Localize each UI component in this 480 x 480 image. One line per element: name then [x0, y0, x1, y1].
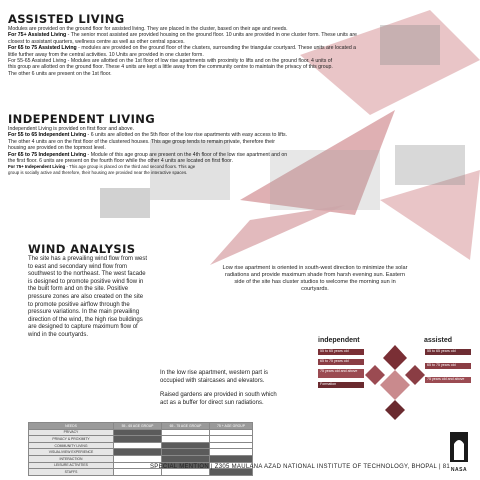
assisted-para-0: Modules are provided on the ground floor for assisted living. They are placed in the cluster, based on their age and needs. [8, 26, 288, 32]
caption-orientation: Low rise apartment is oriented in south-west direction to minimize the solar radiations and provide maximum shade from harsh evening sun. Eastern side of the site has cluster studios to welcome the morning sun in courtyards. [222, 265, 408, 292]
independent-living-title: INDEPENDENT LIVING [8, 112, 156, 126]
independent-para-3: For 75+ Independent Living - This age group is placed on the third and second floors. This age group is socially active and therefore, their housing are provided near the interactive spaces. [8, 164, 196, 175]
independent-para-1: For 55 to 65 Independent Living - 6 units are allotted on the 5th floor of the low rise apartments with easy access to lifts. The other 4 units are on the first floor of the clustered houses. This age group tends to remain private, therefore their housing are provided on the topmost level. [8, 132, 288, 152]
needs-row-label: VISUAL/VIEW EXPERIENCE [29, 449, 114, 456]
wind-analysis-text: The site has a prevailing wind flow from west to east and secondary wind flow from southwest to the northeast. The west facade is designed to promote positive wind flow in the built form and on the site. Positive pressure zones are also created on the site to promote positive airflow through the pressure variations. In the main prevailing direction of the wind, the high rise buildings are designed to capture maximum flow of wind in the courtyards. [28, 256, 148, 338]
independent-para-2: For 65 to 75 Independent Living - Module of this age group are present on the 4th floor of the low rise apartment and on the first floor. 6 units are present on the fourth floor while the other 4 units are located on first floor. [8, 151, 288, 165]
table-row [29, 449, 253, 456]
needs-header-cell: 55 - 65 AGE GROUP [114, 423, 162, 430]
assisted-para-2: For 65 to 75 Assisted Living - modules are provided on the ground floor of the clusters, surrounding the triangular courtyard. These units are located a little further away from the central activities. 10 Units are provided in one cluster form. [8, 45, 357, 58]
nasa-logo-text: NASA [450, 467, 468, 473]
table-row [29, 436, 253, 443]
legend-independent-item: 55 to 65 years old [318, 349, 364, 355]
needs-row-label: COMMUNITY LIVING [29, 442, 114, 449]
legend-independent-title: independent [318, 337, 360, 344]
legend-independent-item: 65 to 75 years old [318, 359, 364, 365]
needs-row-label: PRIVACY & PROXIMITY [29, 436, 114, 443]
cluster-block [365, 365, 385, 385]
needs-table-header [29, 423, 253, 430]
needs-row-label: LEISURE ACTIVITIES [29, 462, 114, 469]
legend-independent-list [318, 349, 364, 388]
assisted-para-1: For 75+ Assisted Living - The senior most assisted are provided housing on the ground floor. 10 units are provided in one cluster form. These units are closest to assistant quarters, wellness centre as well as other central spaces. [8, 32, 357, 45]
table-row [29, 429, 253, 436]
needs-row-label: PRIVACY [29, 429, 114, 436]
cluster-block [385, 400, 405, 420]
cluster-block [383, 345, 407, 370]
legend-assisted-item: 75 years old and above [425, 377, 471, 383]
needs-header-cell: NEEDS [29, 423, 114, 430]
render-site-model [100, 188, 150, 218]
table-row [29, 455, 253, 462]
footer-text: SPECIAL MENTION | Z305 MAULANA AZAD NATIONAL INSTITUTE OF TECHNOLOGY, BHOPAL | 81 [150, 464, 451, 470]
caption-western: In the low rise apartment, western part is occupied with staircases and elevators. [160, 370, 269, 384]
render-building-right [395, 145, 465, 185]
assisted-living-text [8, 26, 360, 77]
needs-header-cell: 75 + AGE GROUP [210, 423, 253, 430]
legend-assisted-title: assisted [424, 337, 453, 344]
table-row [29, 442, 253, 449]
legend-assisted-item: 55 to 65 years old [425, 349, 471, 355]
legend-assisted-item: 65 to 75 years old [425, 363, 471, 369]
nasa-logo [450, 432, 468, 472]
assisted-living-title: ASSISTED LIVING [8, 12, 125, 26]
needs-header-cell: 65 - 75 AGE GROUP [162, 423, 210, 430]
needs-row-label: STAFFS [29, 469, 114, 476]
legend-independent-item: 75 years old and above [318, 369, 364, 378]
legend-assisted-list [425, 349, 471, 383]
assisted-para-3: For 55-65 Assisted Living - Modules are allotted on the 1st floor of low rise apartments with proximity to lifts and on the ground floor. 4 units of this group are allotted on the ground floor. These 4 units are kept a little away from the community centre to maintain the privacy of this group. The other 6 units are present on the 1st floor. [8, 58, 333, 77]
render-building-top [380, 25, 440, 65]
needs-row-label: INTERACTION [29, 455, 114, 462]
legend-independent-item: Formation [318, 382, 364, 388]
independent-living-text [8, 126, 293, 175]
independent-para-0: Independent Living is provided on first floor and above. [8, 126, 135, 132]
nasa-arch-icon [450, 432, 468, 462]
wind-analysis-title: WIND ANALYSIS [28, 242, 136, 256]
cluster-block [405, 365, 425, 385]
cluster-diagram [365, 340, 425, 430]
caption-gardens: Raised gardens are provided in south which act as a buffer for direct sun radiations. [160, 392, 277, 406]
pink-triangle-lower [210, 205, 345, 265]
